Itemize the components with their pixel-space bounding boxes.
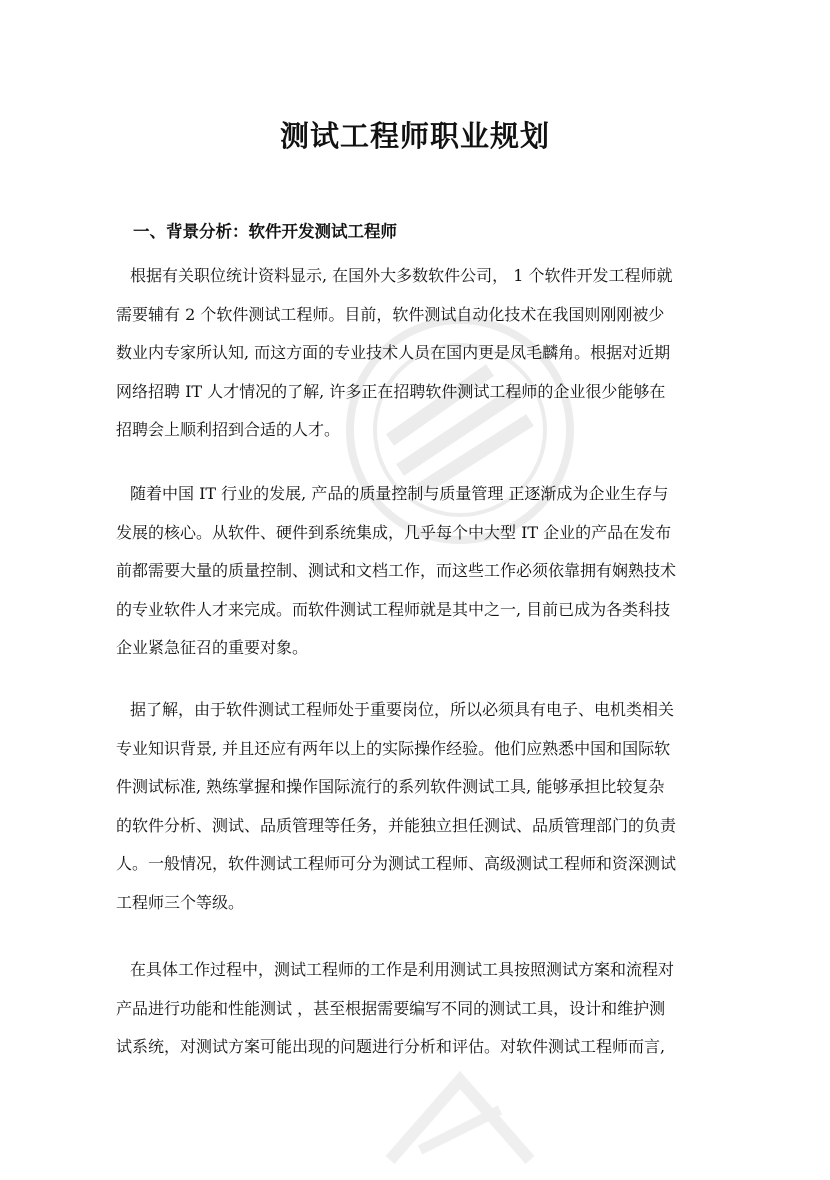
paragraph-line: 需要辅有 2 个软件测试工程师。目前，软件测试自动化技术在我国则刚刚被少 xyxy=(116,304,665,324)
body-paragraph xyxy=(116,475,726,668)
paragraph-line: 随着中国 IT 行业的发展, 产品的质量控制与质量管理 正逐渐成为企业生存与 xyxy=(130,484,669,503)
watermark-icon xyxy=(370,1050,550,1180)
body-paragraph xyxy=(116,257,726,450)
paragraph-line: 根据有关职位统计资料显示, 在国外大多数软件公司， 1 个软件开发工程师就 xyxy=(130,266,673,285)
paragraph-line: 专业知识背景, 并且还应有两年以上的实际操作经验。他们应熟悉中国和国际软 xyxy=(116,738,671,758)
paragraph-line: 据了解，由于软件测试工程师处于重要岗位，所以必须具有电子、电机类相关 xyxy=(130,700,675,719)
section-heading: 一、背景分析：软件开发测试工程师 xyxy=(133,222,397,241)
paragraph-line: 工程师三个等级。 xyxy=(116,892,245,912)
paragraph-line: 人。一般情况，软件测试工程师可分为测试工程师、高级测试工程师和资深测试 xyxy=(116,854,677,873)
paragraph-line: 前都需要大量的质量控制、测试和文档工作，而这些工作必须依靠拥有娴熟技术 xyxy=(116,561,677,580)
paragraph-line: 的软件分析、测试、品质管理等任务，并能独立担任测试、品质管理部门的负责 xyxy=(116,815,677,835)
paragraph-line: 件测试标准, 熟练掌握和操作国际流行的系列软件测试工具, 能够承担比较复杂 xyxy=(116,777,665,796)
paragraph-line: 发展的核心。从软件、硬件到系统集成，几乎每个中大型 IT 企业的产品在发布 xyxy=(116,522,672,542)
document-title: 测试工程师职业规划 xyxy=(279,119,550,153)
paragraph-line: 产品进行功能和性能测试 ，甚至根据需要编写不同的测试工具，设计和维护测 xyxy=(116,998,666,1018)
paragraph-line: 数业内专家所认知, 而这方面的专业技术人员在国内更是凤毛麟角。根据对近期 xyxy=(116,343,671,362)
body-paragraph xyxy=(116,951,726,1067)
body-paragraph xyxy=(116,691,726,922)
paragraph-line: 在具体工作过程中，测试工程师的工作是利用测试工具按照测试方案和流程对 xyxy=(130,960,675,979)
paragraph-line: 试系统，对测试方案可能出现的问题进行分析和评估。对软件测试工程师而言, xyxy=(116,1037,666,1056)
paragraph-line: 企业紧急征召的重要对象。 xyxy=(116,638,309,657)
paragraph-line: 招聘会上顺利招到合适的人才。 xyxy=(116,420,341,439)
paragraph-line: 的专业软件人才来完成。而软件测试工程师就是其中之一, 目前已成为各类科技 xyxy=(116,599,671,619)
paragraph-line: 网络招聘 IT 人才情况的了解, 许多正在招聘软件测试工程师的企业很少能够在 xyxy=(116,381,666,401)
